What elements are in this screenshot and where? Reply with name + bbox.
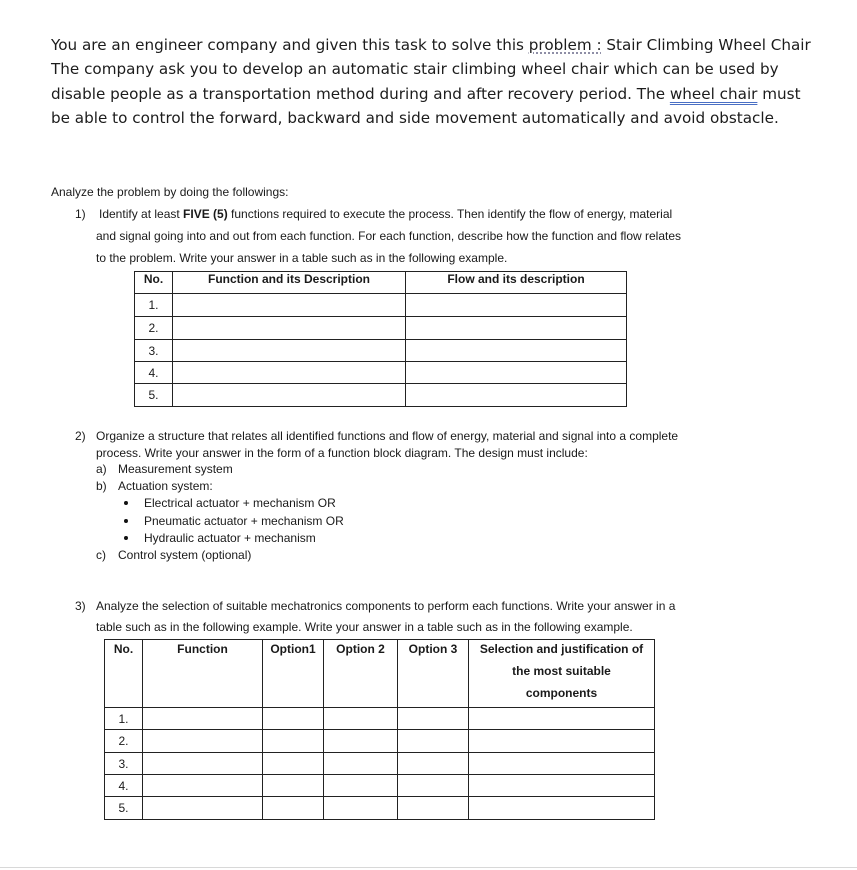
q1-bold-text: FIVE (5)	[183, 207, 228, 221]
table-header-row	[135, 272, 627, 294]
option1-cell[interactable]	[263, 730, 324, 753]
q1-line-1	[99, 207, 672, 221]
wheel-chair-link[interactable]: wheel chair	[669, 84, 758, 103]
function-cell[interactable]	[143, 775, 263, 797]
q2-b-label: b)	[96, 479, 107, 493]
bullet-item-pneumatic: Pneumatic actuator + mechanism OR	[144, 514, 344, 528]
bullet-icon	[124, 519, 128, 523]
q1-line-3: to the problem. Write your answer in a table such as in the following example.	[96, 251, 508, 265]
header-option-1: Option1	[263, 640, 324, 708]
option1-cell[interactable]	[263, 797, 324, 820]
q3-line-2: table such as in the following example. Write your answer in a table such as in the following example.	[96, 620, 633, 634]
q1-line-2: and signal going into and out from each function. For each function, describe how the function and flow relates	[96, 229, 682, 243]
intro-text: must	[757, 84, 801, 103]
function-cell[interactable]	[143, 730, 263, 753]
header-function-description: Function and its Description	[173, 272, 406, 294]
option1-cell[interactable]	[263, 708, 324, 730]
function-cell[interactable]	[143, 708, 263, 730]
option2-cell[interactable]	[324, 775, 398, 797]
table-row	[135, 384, 627, 407]
header-flow-description: Flow and its description	[406, 272, 627, 294]
option3-cell[interactable]	[398, 730, 469, 753]
function-cell[interactable]	[173, 294, 406, 317]
q2-line-2: process. Write your answer in the form of a function block diagram. The design must include:	[96, 446, 588, 460]
option2-cell[interactable]	[324, 730, 398, 753]
intro-text: disable people as a transportation method during and after recovery period. The	[51, 84, 670, 103]
option3-cell[interactable]	[398, 753, 469, 775]
bullet-item-hydraulic: Hydraulic actuator + mechanism	[144, 531, 316, 545]
option3-cell[interactable]	[398, 708, 469, 730]
intro-line-4: be able to control the forward, backward and side movement automatically and avoid obstacle.	[51, 108, 779, 127]
table-row	[105, 797, 655, 820]
table-header-row	[105, 640, 655, 708]
flow-cell[interactable]	[406, 317, 627, 340]
option2-cell[interactable]	[324, 753, 398, 775]
table-row	[135, 362, 627, 384]
row-number: 3.	[135, 340, 173, 362]
flow-cell[interactable]	[406, 340, 627, 362]
q1-number: 1)	[75, 207, 86, 221]
intro-paragraph	[51, 33, 821, 130]
header-line: components	[525, 686, 598, 700]
selection-cell[interactable]	[469, 708, 655, 730]
table-row	[105, 775, 655, 797]
header-function: Function	[143, 640, 263, 708]
bullet-icon	[124, 536, 128, 540]
intro-line-3	[51, 82, 821, 106]
q3-number: 3)	[75, 599, 86, 613]
q2-a-text: Measurement system	[118, 462, 233, 476]
table-row	[135, 294, 627, 317]
header-no: No.	[105, 640, 143, 708]
row-number: 2.	[105, 730, 143, 753]
flow-cell[interactable]	[406, 384, 627, 407]
selection-cell[interactable]	[469, 797, 655, 820]
table-row	[105, 730, 655, 753]
q2-c-label: c)	[96, 548, 106, 562]
selection-cell[interactable]	[469, 753, 655, 775]
header-option-2: Option 2	[324, 640, 398, 708]
row-number: 1.	[135, 294, 173, 317]
analyze-heading: Analyze the problem by doing the followings:	[51, 185, 289, 199]
table-row	[135, 317, 627, 340]
row-number: 5.	[105, 797, 143, 820]
q2-number: 2)	[75, 429, 86, 443]
row-number: 1.	[105, 708, 143, 730]
flow-cell[interactable]	[406, 362, 627, 384]
page-bottom-divider	[0, 867, 857, 868]
q1-text: functions required to execute the process. Then identify the flow of energy, material	[227, 207, 673, 221]
selection-cell[interactable]	[469, 775, 655, 797]
option2-cell[interactable]	[324, 708, 398, 730]
row-number: 2.	[135, 317, 173, 340]
option1-cell[interactable]	[263, 753, 324, 775]
header-option-3: Option 3	[398, 640, 469, 708]
function-flow-table	[134, 271, 627, 407]
bullet-item-electrical: Electrical actuator + mechanism OR	[144, 496, 336, 510]
header-no: No.	[135, 272, 173, 294]
function-cell[interactable]	[173, 340, 406, 362]
q2-b-text: Actuation system:	[118, 479, 213, 493]
option2-cell[interactable]	[324, 797, 398, 820]
function-cell[interactable]	[143, 753, 263, 775]
function-cell[interactable]	[173, 317, 406, 340]
table-row	[105, 753, 655, 775]
q2-a-label: a)	[96, 462, 107, 476]
table-row	[135, 340, 627, 362]
problem-link[interactable]: problem :	[528, 36, 602, 54]
row-number: 5.	[135, 384, 173, 407]
option3-cell[interactable]	[398, 797, 469, 820]
header-line: the most suitable	[512, 664, 611, 678]
function-cell[interactable]	[173, 362, 406, 384]
intro-line-1	[51, 33, 821, 57]
component-selection-table	[104, 639, 655, 820]
header-line: Selection and justification of	[479, 642, 644, 656]
q3-line-1: Analyze the selection of suitable mechatronics components to perform each functions. Write your answer in a	[96, 599, 676, 613]
option1-cell[interactable]	[263, 775, 324, 797]
row-number: 3.	[105, 753, 143, 775]
row-number: 4.	[135, 362, 173, 384]
selection-cell[interactable]	[469, 730, 655, 753]
function-cell[interactable]	[173, 384, 406, 407]
option3-cell[interactable]	[398, 775, 469, 797]
intro-text: Stair Climbing Wheel Chair	[601, 36, 811, 54]
header-selection-justification	[469, 640, 655, 708]
flow-cell[interactable]	[406, 294, 627, 317]
row-number: 4.	[105, 775, 143, 797]
q2-line-1: Organize a structure that relates all identified functions and flow of energy, material and signal into a complete	[96, 429, 679, 443]
intro-line-2: The company ask you to develop an automatic stair climbing wheel chair which can be used by	[51, 60, 779, 79]
intro-text: You are an engineer company and given this task to solve this	[51, 36, 529, 54]
table-row	[105, 708, 655, 730]
q2-c-text: Control system (optional)	[118, 548, 252, 562]
function-cell[interactable]	[143, 797, 263, 820]
bullet-icon	[124, 501, 128, 505]
q1-text: Identify at least	[99, 207, 184, 221]
